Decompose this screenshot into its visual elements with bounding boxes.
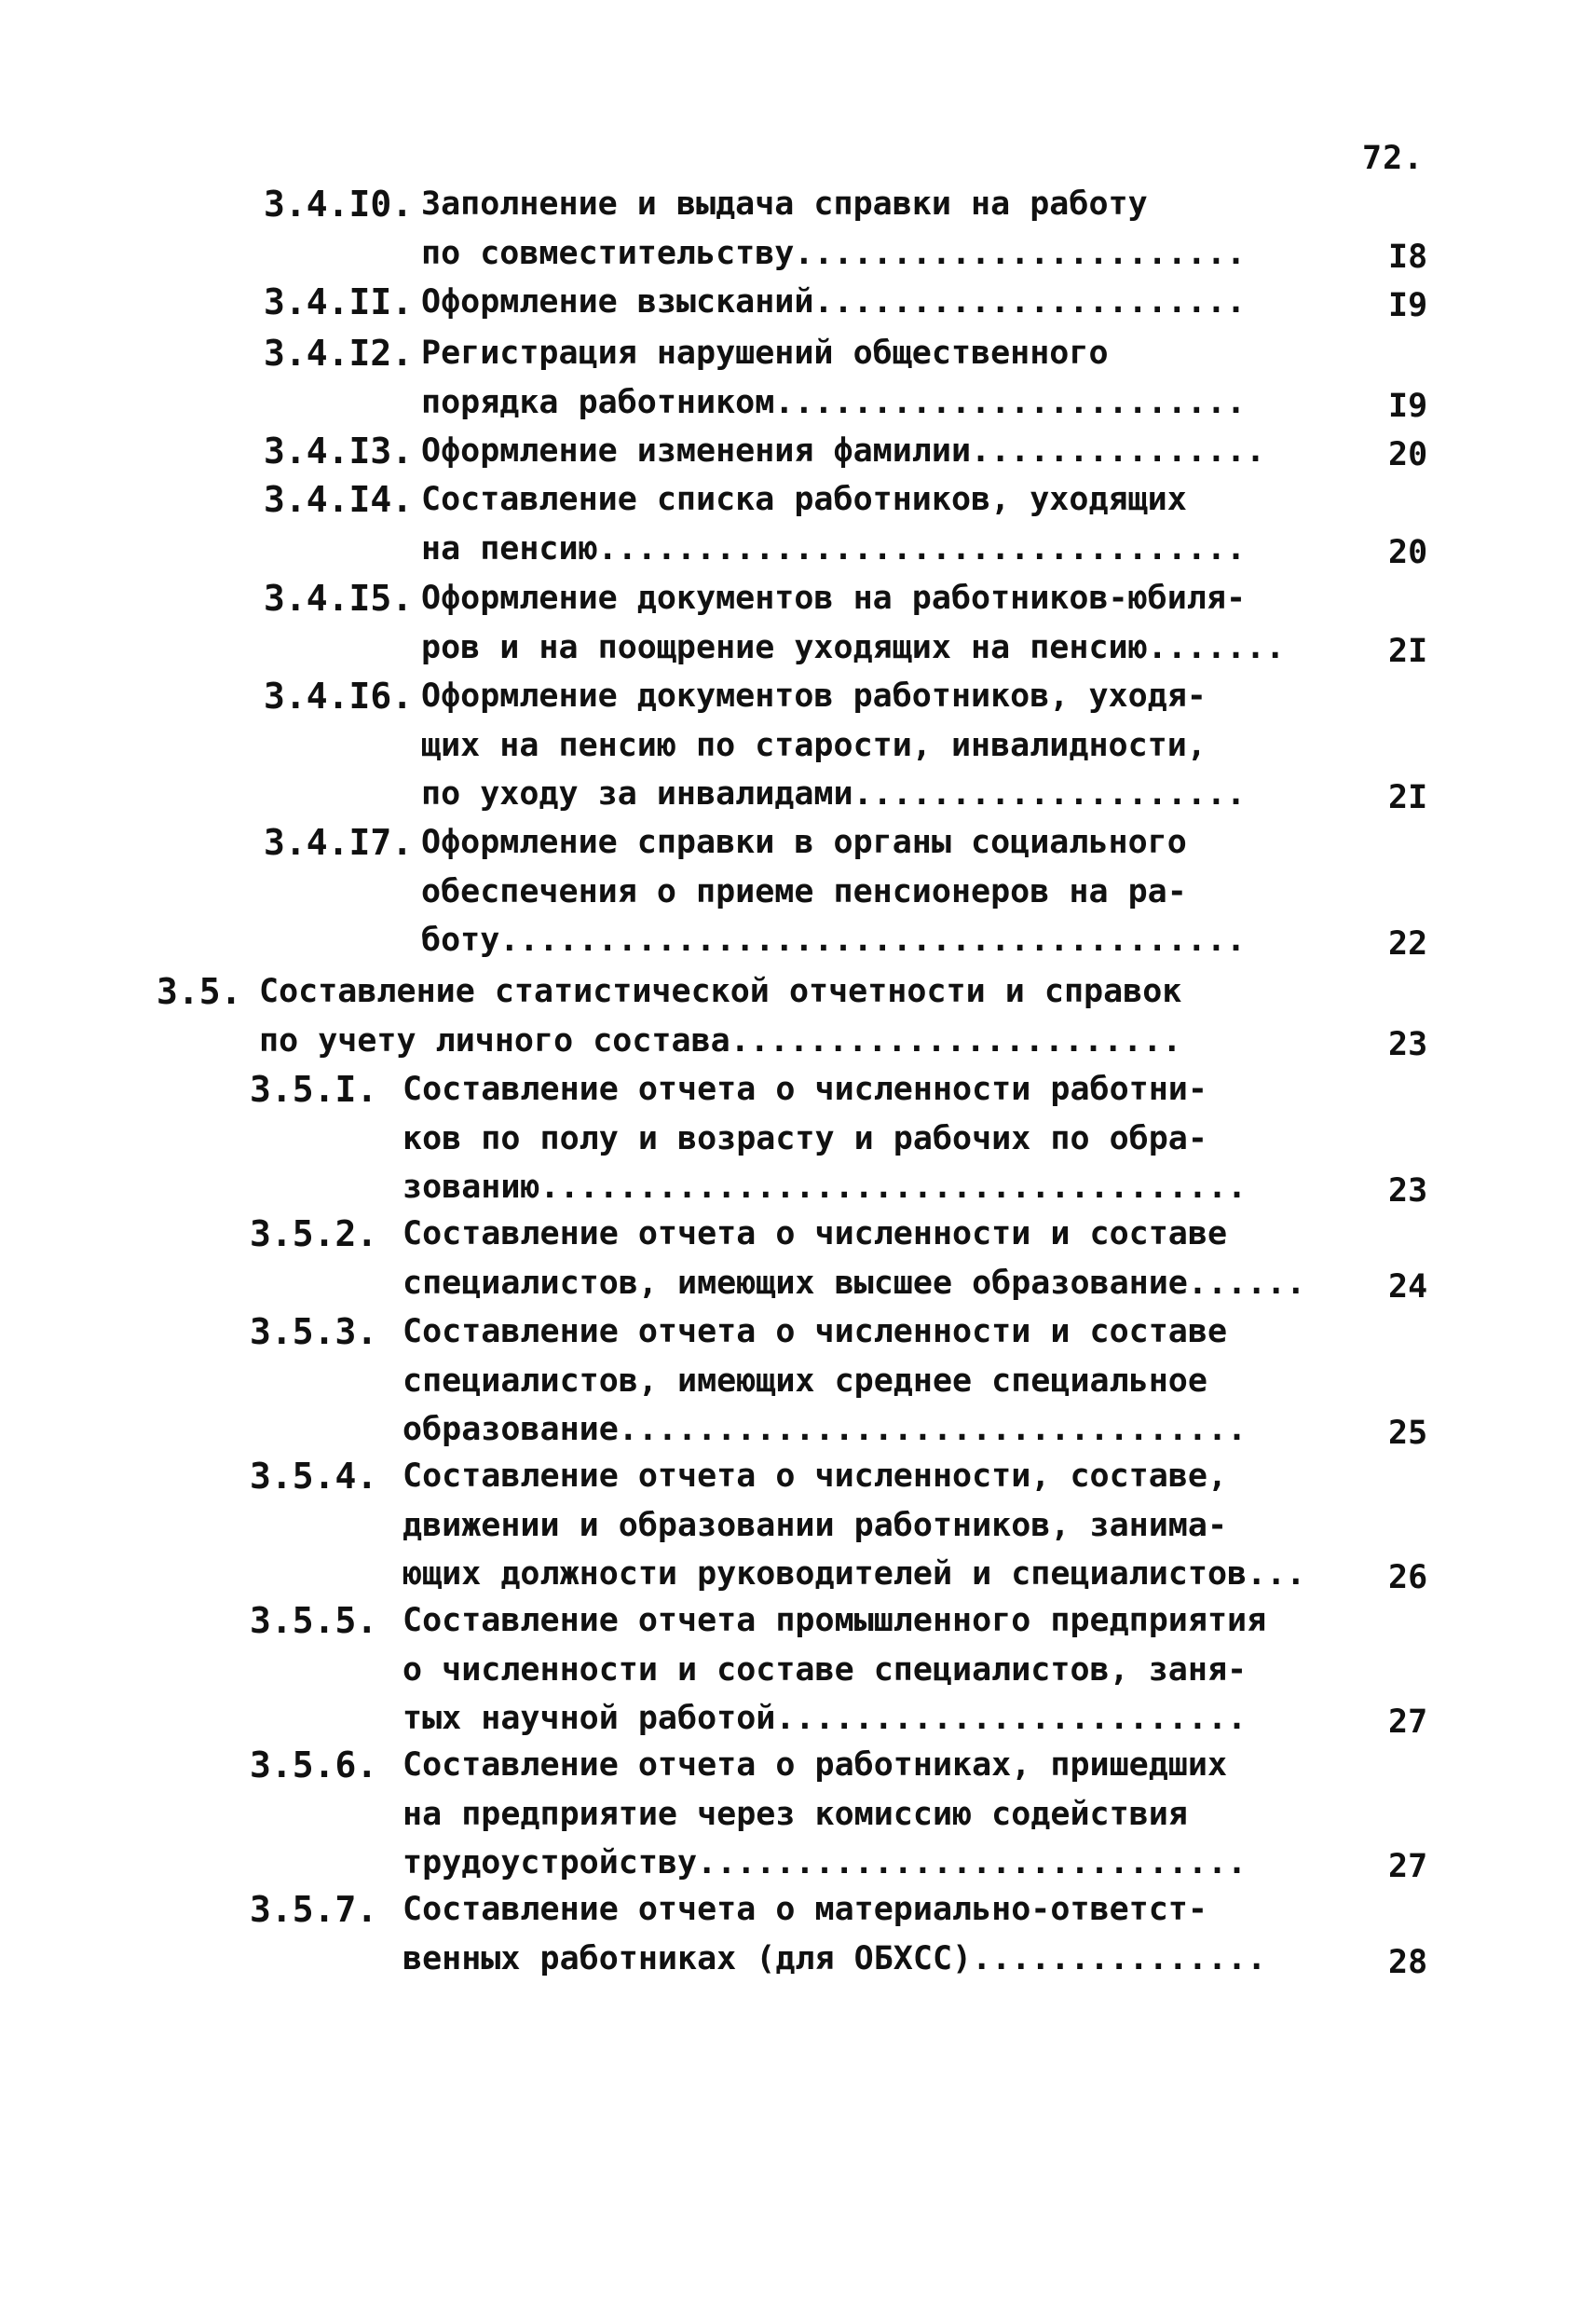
toc-entry-title-line: щих на пенсию по старости, инвалидности, [421,726,1207,764]
toc-entry-title-line: Составление отчета о численности, составе, [402,1457,1228,1495]
toc-entry-page: 24 [1388,1267,1428,1306]
toc-entry-page: 22 [1388,925,1428,963]
toc-entry-title-line: специалистов, имеющих среднее специальное [402,1361,1207,1400]
toc-entry-title-line: по учету личного состава....................... [259,1021,1182,1060]
toc-entry-title-line: Оформление взысканий...................... [421,283,1247,321]
toc-entry-number: 3.4.I7. [264,822,414,863]
toc-entry-page: 20 [1388,436,1428,473]
toc-entry-page: 26 [1388,1559,1428,1596]
toc-entry-title-line: Составление отчета о работниках, пришедших [402,1746,1228,1784]
toc-entry-title-line: Составление отчета о численности работни- [402,1071,1207,1108]
toc-entry-page: I9 [1388,287,1428,324]
toc-entry-page: 2I [1388,779,1428,816]
toc-entry-page: 2I [1388,632,1428,670]
toc-entry-number: 3.4.I4. [264,479,414,520]
toc-entry-number: 3.4.I3. [264,431,414,472]
toc-entry-page: 27 [1388,1848,1428,1885]
page-number: 72. [1362,140,1425,177]
toc-entry-title-line: Регистрация нарушений общественного [421,335,1109,372]
toc-entry-number: 3.5.2. [250,1213,378,1254]
toc-entry-title-line: Составление отчета о материально-ответст- [402,1891,1207,1928]
toc-entry-number: 3.5.4. [250,1456,378,1497]
toc-entry-number: 3.5.7. [250,1889,378,1930]
toc-entry-title-line: движении и образовании работников, занима- [402,1506,1228,1544]
toc-entry-title-line: на предприятие через комиссию содействия [402,1795,1188,1833]
toc-entry-title-line: боту...................................... [421,922,1247,959]
toc-entry-title-line: венных работниках (для ОБХСС)............... [402,1939,1267,1977]
toc-entry-title-line: по совместительству....................... [421,234,1247,272]
toc-entry-title-line: Составление списка работников, уходящих [421,481,1187,518]
toc-entry-title-line: специалистов, имеющих высшее образование...... [402,1264,1306,1302]
toc-entry-title-line: Составление отчета о численности и составе [402,1313,1228,1350]
toc-entry-title-line: Оформление справки в органы социального [421,824,1187,861]
toc-entry-page: 20 [1388,533,1428,571]
toc-entry-title-line: по уходу за инвалидами.................... [421,775,1247,813]
toc-entry-number: 3.4.I2. [264,333,414,374]
toc-entry-title-line: ров и на поощрение уходящих на пенсию....... [421,628,1286,666]
toc-entry-number: 3.4.I5. [264,578,414,619]
toc-entry-page: 23 [1388,1172,1428,1210]
toc-entry-title-line: Заполнение и выдача справки на работу [421,185,1148,223]
toc-entry-title-line: трудоустройству............................ [402,1844,1248,1881]
toc-entry-title-line: Оформление документов на работников-юбиля- [421,580,1247,617]
toc-entry-title-line: образование................................ [402,1411,1248,1448]
toc-entry-number: 3.5.6. [250,1744,378,1785]
toc-entry-page: 28 [1388,1943,1428,1981]
toc-entry-page: 23 [1388,1025,1428,1063]
toc-entry-page: 25 [1388,1415,1428,1452]
toc-entry-number: 3.5. [157,971,242,1012]
toc-entry-title-line: Составление отчета промышленного предприятия [402,1602,1267,1639]
toc-entry-page: I9 [1388,387,1428,425]
toc-entry-title-line: Оформление изменения фамилии............... [421,432,1266,470]
toc-entry-title-line: порядка работником........................ [421,383,1247,421]
toc-entry-number: 3.4.I6. [264,676,414,717]
toc-entry-title-line: Составление отчета о численности и составе [402,1215,1228,1252]
toc-entry-number: 3.5.5. [250,1600,378,1641]
toc-entry-number: 3.4.II. [264,281,414,322]
toc-entry-title-line: тых научной работой........................ [402,1700,1248,1737]
toc-entry-number: 3.5.I. [250,1069,378,1110]
toc-entry-title-line: обеспечения о приеме пенсионеров на ра- [421,872,1187,910]
toc-entry-title-line: ков по полу и возрасту и рабочих по обра- [402,1119,1207,1157]
toc-entry-page: 27 [1388,1703,1428,1741]
toc-entry-title-line: зованию.................................... [402,1169,1248,1206]
toc-entry-title-line: на пенсию................................. [421,529,1247,568]
toc-entry-number: 3.5.3. [250,1311,378,1352]
toc-entry-number: 3.4.I0. [264,184,414,225]
toc-entry-page: I8 [1388,238,1428,276]
toc-entry-title-line: о численности и составе специалистов, заня- [402,1650,1248,1689]
toc-entry-title-line: Составление статистической отчетности и справок [259,973,1182,1010]
toc-entry-title-line: ющих должности руководителей и специалистов... [402,1555,1306,1593]
toc-entry-title-line: Оформление документов работников, уходя- [421,677,1207,715]
